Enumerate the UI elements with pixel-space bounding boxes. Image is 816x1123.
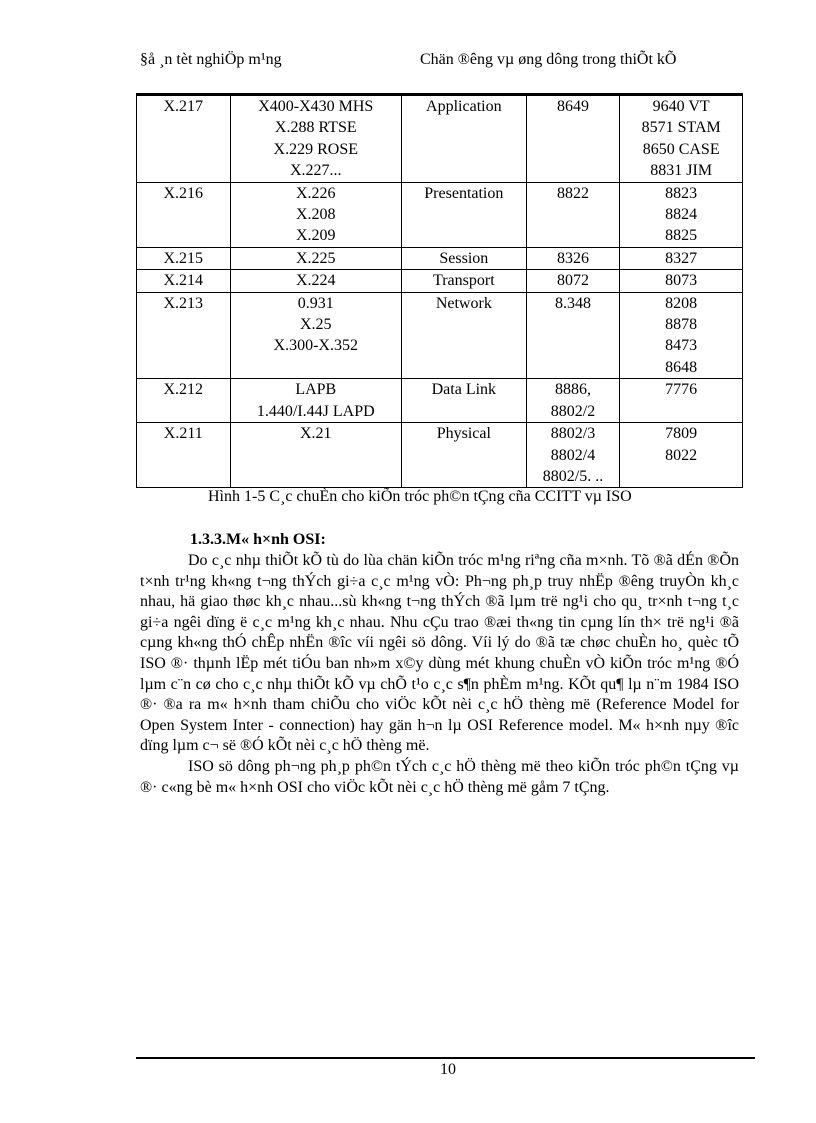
ccitt-standard-cell [137, 379, 231, 423]
ccitt-standard-cell [137, 292, 231, 379]
layer-cell [402, 270, 527, 292]
cell-line: X.300-X.352 [273, 337, 358, 355]
cell-line: 8802/5. .. [542, 467, 604, 485]
iso-service-cell [526, 182, 620, 247]
iso-service-cell [526, 292, 620, 379]
cell-line: 8824 [665, 206, 698, 224]
cell-line: 8650 CASE [642, 140, 720, 158]
standards-table [136, 95, 743, 488]
cell-text: Transport [433, 272, 495, 290]
iso-protocol-cell [620, 96, 743, 183]
cell-line: 8822 [556, 184, 589, 202]
cell-line: 8073 [665, 272, 698, 290]
cell-text: Presentation [424, 184, 504, 202]
cell-line: 8649 [556, 98, 589, 115]
cell-text: X.212 [163, 381, 204, 399]
x-protocols-cell [230, 182, 402, 247]
cell-text: X.211 [163, 425, 203, 443]
cell-line: 8825 [665, 227, 698, 245]
iso-service-cell [526, 247, 620, 269]
cell-line: 8326 [556, 249, 589, 267]
cell-line: X.25 [299, 316, 332, 334]
ccitt-standard-cell [137, 247, 231, 269]
ccitt-standard-cell [137, 182, 231, 247]
cell-line: 0.931 [297, 294, 334, 312]
body-text [140, 551, 739, 798]
table-row [137, 423, 743, 488]
paragraph: Do c¸c nhµ thiÕt kÕ tù do lùa chän kiÕn tróc m¹ng riªng cña m×nh. Tõ ®ã dÉn ®Õn t×nh tr¹ng kh«ng t¬ng thÝch gi÷a c¸c m¹ng vÒ: Ph¬ng ph¸p truy nhËp ®êng truyÒn kh¸c nhau, hä giao thøc kh¸c nhau...sù kh«ng t¬ng thÝch ®ã lµm trë ng¹i cho qu¸ tr×nh t¬ng t¸c gi÷a ngêi dïng ë c¸c m¹ng kh¸c nhau. Nhu cÇu trao ®æi th«ng tin cµng lín th× trë ng¹i ®ã cµng kh«ng thÓ chÊp nhËn ®îc víi ngêi sö dông. Víi lý do ®ã tæ chøc chuÈn ho¸ quèc tÕ ISO ®· thµnh lËp mét tiÓu ban nh»m x©y dùng mét khung chuÈn vÒ kiÕn tróc m¹ng ®Ó lµm c¨n cø cho c¸c nhµ thiÕt kÕ vµ chÕ t¹o c¸c s¶n phÈm m¹ng. KÕt qu¶ lµ n¨m 1984 ISO ®· ®a ra m« h×nh tham chiÕu cho viÖc kÕt nèi c¸c hÖ thèng më (Reference Model for Open System Inter - connection) hay gän h¬n lµ OSI Reference model. M« h×nh nµy ®îc dïng lµm c¬ së ®Ó kÕt nèi c¸c hÖ thèng më. [140, 552, 739, 755]
cell-line: LAPB [295, 381, 337, 399]
cell-text: X.217 [163, 98, 204, 115]
cell-line: 7809 [665, 425, 698, 443]
cell-line: 8831 JIM [650, 162, 713, 180]
cell-line: 7776 [665, 381, 698, 399]
footer-rule [136, 1057, 755, 1059]
cell-text: Application [426, 98, 502, 115]
iso-protocol-cell [620, 379, 743, 423]
layer-cell [402, 423, 527, 488]
iso-protocol-cell [620, 270, 743, 292]
iso-service-cell [526, 96, 620, 183]
paragraph: ISO sö dông ph¬ng ph¸p ph©n tÝch c¸c hÖ thèng më theo kiÕn tróc ph©n tÇng vµ ®· c«ng bè m« h×nh OSI cho viÖc kÕt nèi c¸c hÖ thèng më gåm 7 tÇng. [140, 757, 739, 796]
x-protocols-cell [230, 292, 402, 379]
ccitt-standard-cell [137, 270, 231, 292]
cell-line: X400-X430 MHS [258, 98, 374, 115]
cell-line: X.21 [299, 425, 332, 443]
layer-cell [402, 96, 527, 183]
cell-line: X.224 [295, 272, 336, 290]
iso-protocol-cell [620, 247, 743, 269]
cell-text: X.213 [163, 294, 204, 312]
cell-line: X.226 [295, 184, 336, 202]
cell-line: X.209 [295, 227, 336, 245]
figure-caption: Hình 1-5 C¸c chuÈn cho kiÕn tróc ph©n tÇng cña CCITT vµ ISO [208, 488, 632, 505]
x-protocols-cell [230, 379, 402, 423]
cell-line: 8648 [665, 358, 698, 376]
table-row [137, 182, 743, 247]
cell-line: 8571 STAM [641, 119, 721, 137]
iso-service-cell [526, 379, 620, 423]
x-protocols-cell [230, 423, 402, 488]
x-protocols-cell [230, 96, 402, 183]
layer-cell [402, 182, 527, 247]
x-protocols-cell [230, 270, 402, 292]
layer-cell [402, 247, 527, 269]
section-heading: 1.3.3.M« h×nh OSI: [190, 531, 326, 548]
cell-text: X.215 [163, 249, 204, 267]
cell-line: 9640 VT [652, 98, 710, 115]
cell-line: 8823 [665, 184, 698, 202]
cell-line: 8022 [665, 446, 698, 464]
layer-cell [402, 379, 527, 423]
cell-text: Physical [436, 425, 491, 443]
header-left-title: §å ¸n tèt nghiÖp m¹ng [140, 51, 282, 68]
cell-line: 8802/4 [550, 446, 596, 464]
cell-line: 8878 [665, 316, 698, 334]
iso-service-cell [526, 270, 620, 292]
cell-text: X.214 [163, 272, 204, 290]
iso-protocol-cell [620, 182, 743, 247]
ccitt-standard-cell [137, 423, 231, 488]
ccitt-standard-cell [137, 96, 231, 183]
iso-service-cell [526, 423, 620, 488]
cell-text: X.216 [163, 184, 204, 202]
cell-line: X.225 [295, 249, 336, 267]
table-row [137, 270, 743, 292]
cell-line: 8802/2 [550, 402, 596, 420]
cell-line: 8327 [665, 249, 698, 267]
layer-cell [402, 292, 527, 379]
cell-text: Data Link [431, 381, 497, 399]
iso-protocol-cell [620, 292, 743, 379]
table-row [137, 96, 743, 183]
cell-line: X.227... [289, 162, 342, 180]
cell-line: 8802/3 [550, 425, 596, 443]
table-row [137, 292, 743, 379]
cell-line: 8473 [665, 337, 698, 355]
cell-line: 8072 [556, 272, 589, 290]
header-right-title: Chän ®êng vµ øng dông trong thiÕt kÕ [420, 51, 677, 68]
cell-line: 1.440/I.44J LAPD [256, 402, 375, 420]
cell-line: X.229 ROSE [273, 140, 358, 158]
cell-line: 8208 [665, 294, 698, 312]
x-protocols-cell [230, 247, 402, 269]
page-number: 10 [440, 1061, 456, 1078]
cell-text: Network [435, 294, 492, 312]
cell-line: 8886, [554, 381, 591, 399]
cell-text: Session [439, 249, 489, 267]
table-row [137, 247, 743, 269]
cell-line: X.208 [295, 206, 336, 224]
iso-protocol-cell [620, 423, 743, 488]
cell-line: 8.348 [554, 294, 591, 312]
table-row [137, 379, 743, 423]
cell-line: X.288 RTSE [274, 119, 357, 137]
